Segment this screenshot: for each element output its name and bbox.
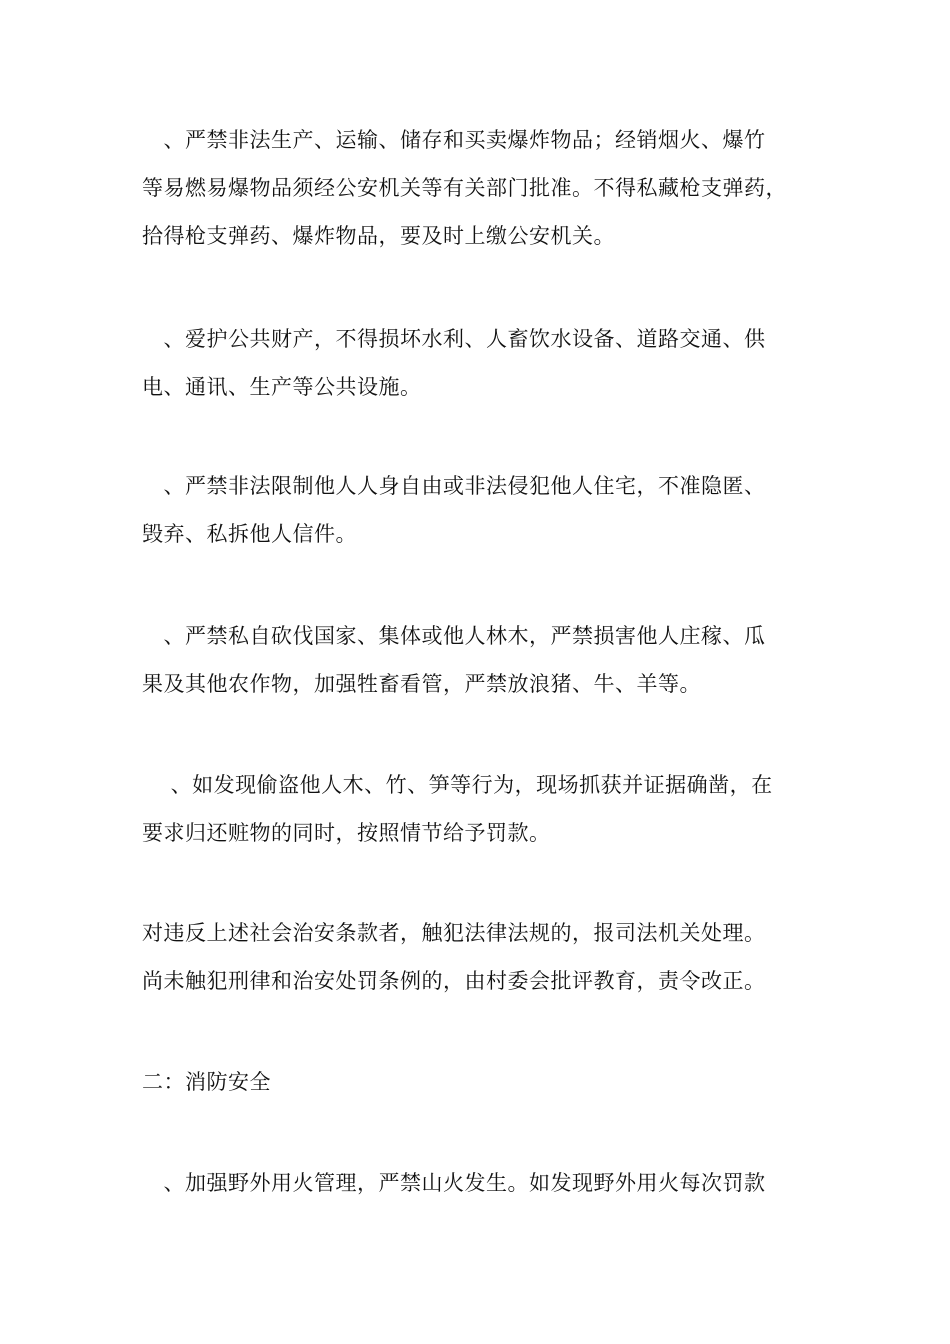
paragraph-personal-freedom <box>142 462 810 558</box>
paragraph-forestry-crops <box>142 612 810 708</box>
text-line: 二：消防安全 <box>142 1070 271 1094</box>
text-line: 毁弃、私拆他人信件。 <box>142 522 357 546</box>
paragraph-theft <box>142 761 810 857</box>
text-line: 、严禁非法限制他人人身自由或非法侵犯他人住宅，不准隐匿、 <box>142 474 766 498</box>
text-line: 、严禁非法生产、运输、储存和买卖爆炸物品；经销烟火、爆竹 <box>142 128 766 152</box>
text-line: 对违反上述社会治安条款者，触犯法律法规的，报司法机关处理。 <box>142 921 766 945</box>
text-line: 电、通讯、生产等公共设施。 <box>142 375 422 399</box>
paragraph-outdoor-fire <box>142 1159 810 1207</box>
text-line: 等易燃易爆物品须经公安机关等有关部门批准。不得私藏枪支弹药， <box>142 176 787 200</box>
text-line: 、如发现偷盗他人木、竹、笋等行为，现场抓获并证据确凿，在 <box>142 773 773 797</box>
paragraph-violations <box>142 909 810 1005</box>
text-line: 、严禁私自砍伐国家、集体或他人林木，严禁损害他人庄稼、瓜 <box>142 624 766 648</box>
section-heading-fire-safety <box>142 1058 810 1106</box>
paragraph-explosives <box>142 116 810 260</box>
text-line: 尚未触犯刑律和治安处罚条例的，由村委会批评教育，责令改正。 <box>142 969 766 993</box>
text-line: 要求归还赃物的同时，按照情节给予罚款。 <box>142 821 551 845</box>
text-line: 拾得枪支弹药、爆炸物品，要及时上缴公安机关。 <box>142 224 615 248</box>
paragraph-public-property <box>142 315 810 411</box>
text-line: 、爱护公共财产，不得损坏水利、人畜饮水设备、道路交通、供 <box>142 327 766 351</box>
text-line: 果及其他农作物，加强牲畜看管，严禁放浪猪、牛、羊等。 <box>142 672 701 696</box>
text-line: 、加强野外用火管理，严禁山火发生。如发现野外用火每次罚款 <box>142 1171 766 1195</box>
